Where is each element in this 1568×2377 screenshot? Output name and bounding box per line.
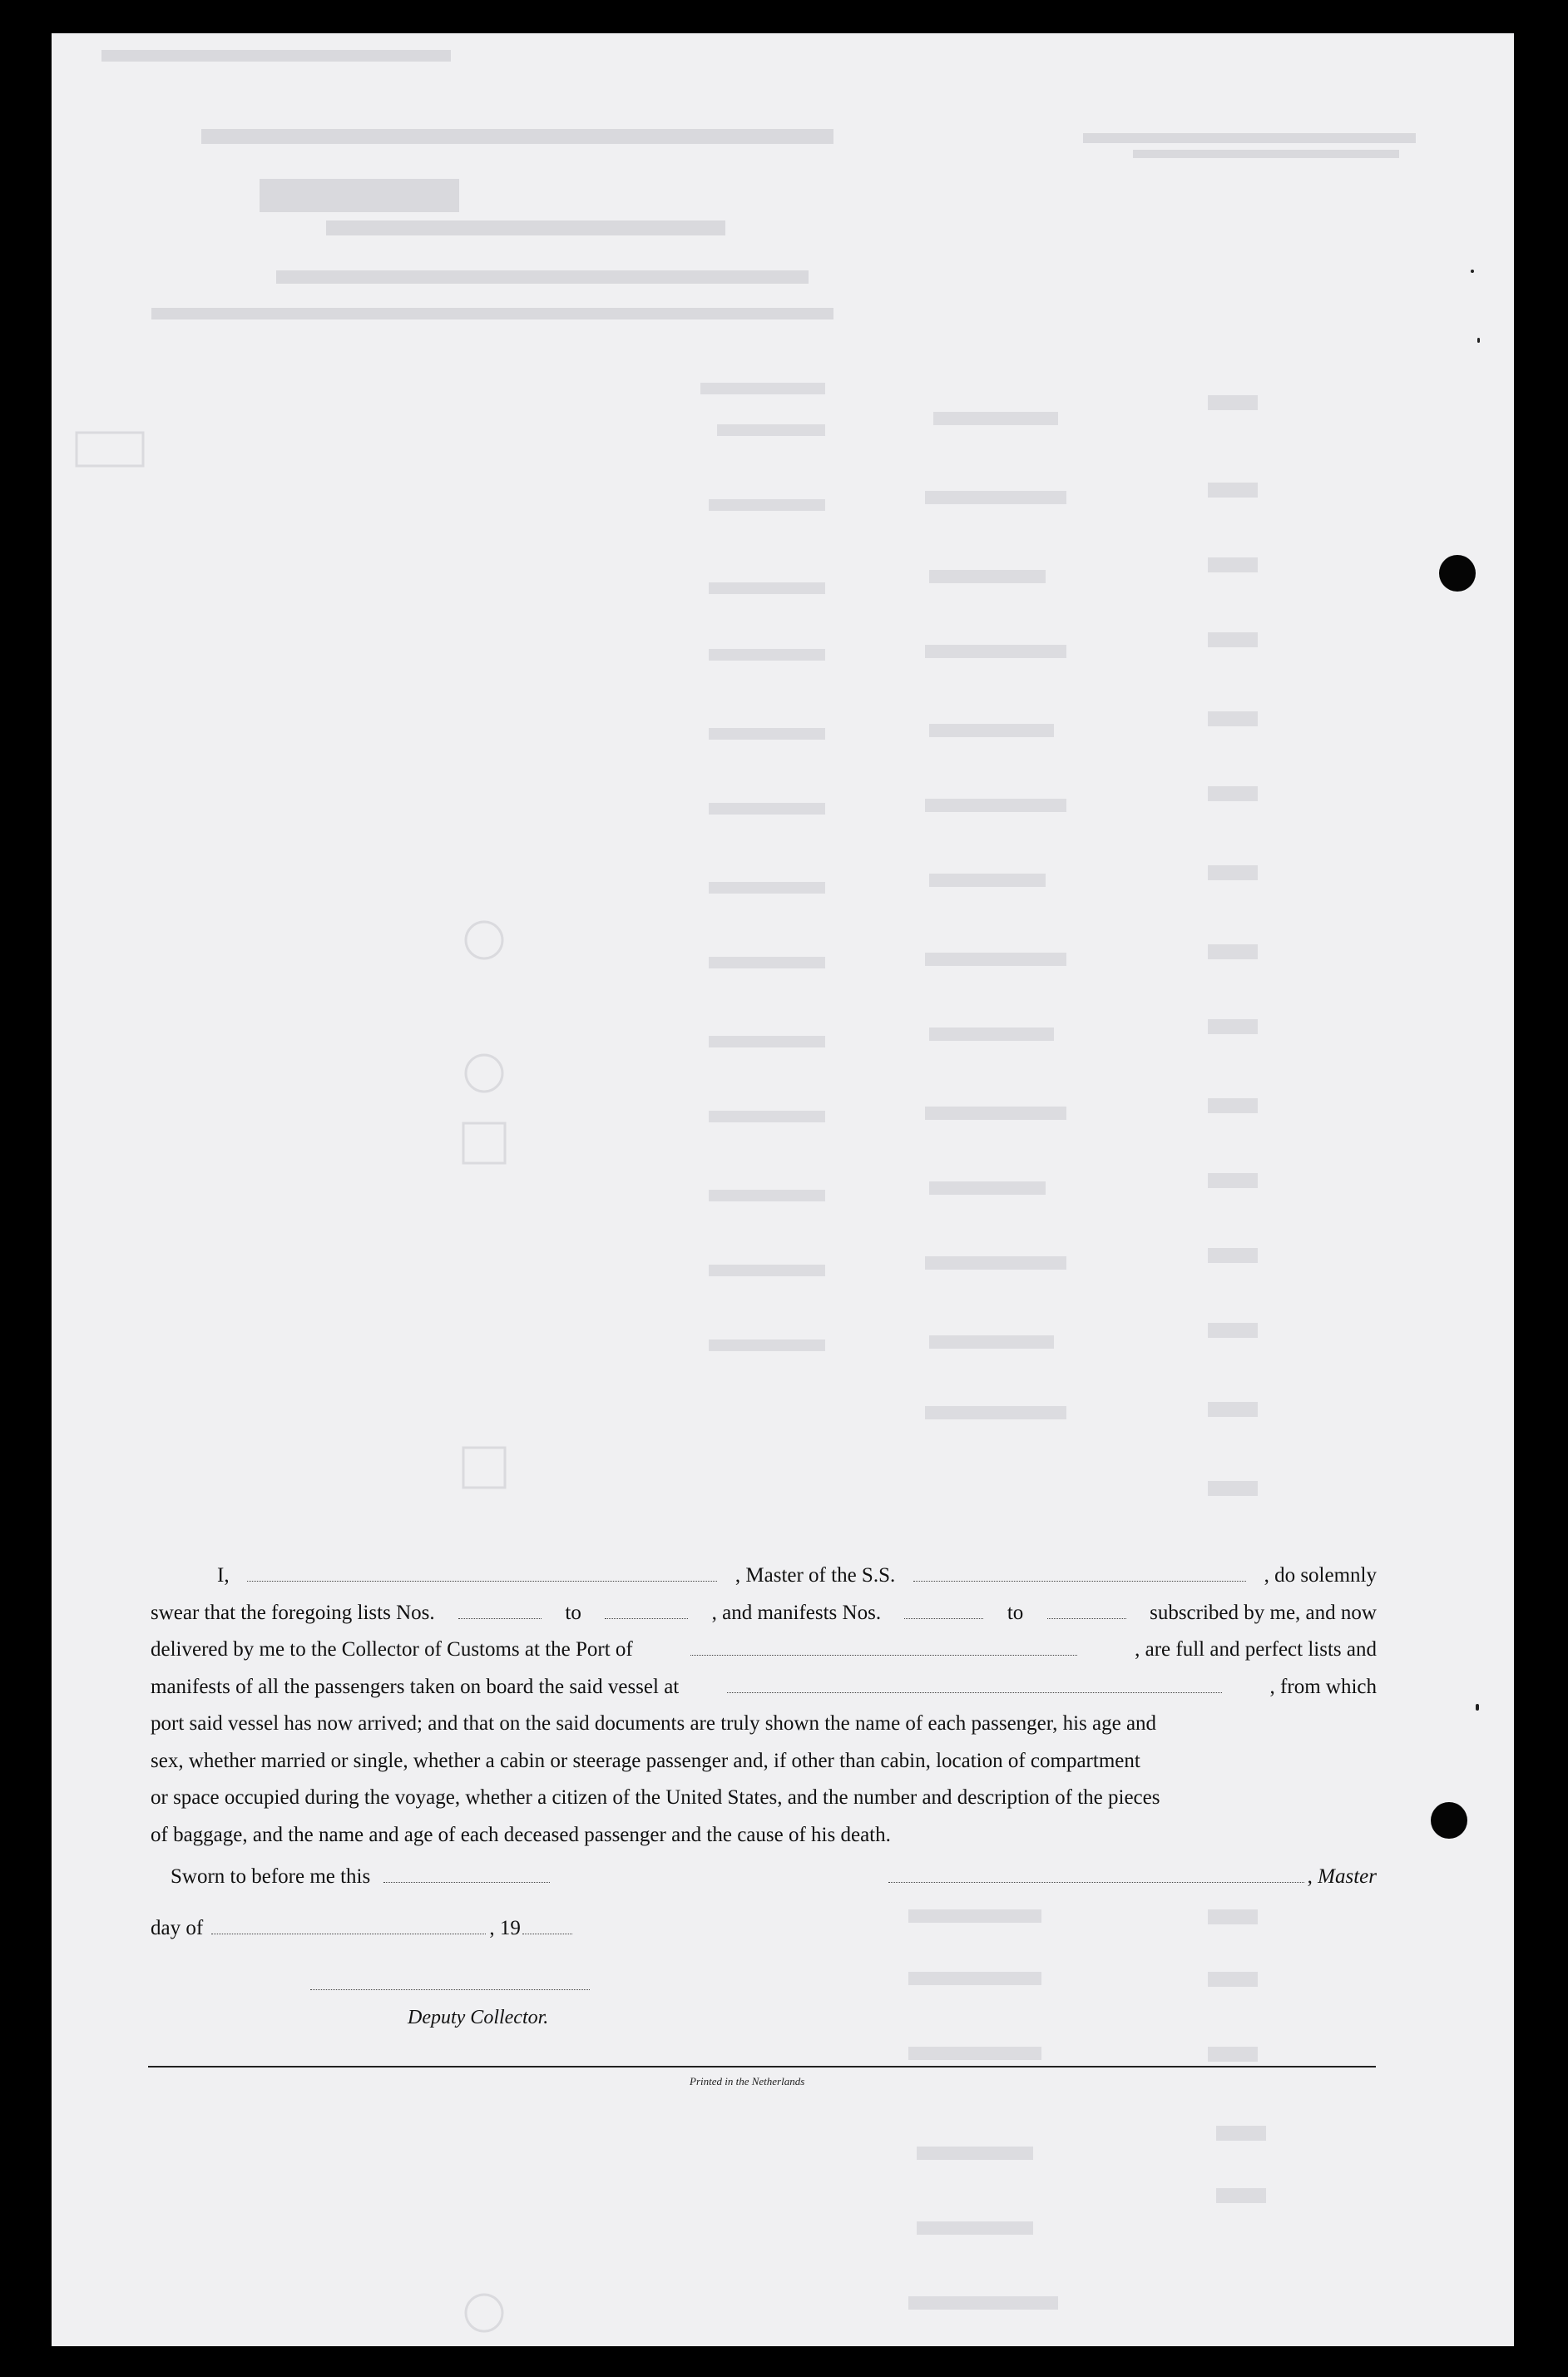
oath-line-5: [151, 1706, 1377, 1743]
day-line: [151, 1917, 576, 1940]
manifest-to-field[interactable]: [1047, 1617, 1126, 1619]
oath-line-6: [151, 1743, 1377, 1780]
oath-text: or space occupied during the voyage, whether a citizen of the United States, and the number and description of the pieces: [151, 1786, 1160, 1809]
master-label: Master: [1318, 1865, 1377, 1888]
oath-text: port said vessel has now arrived; and that on the said documents are truly shown the name of each passenger, his age and: [151, 1712, 1157, 1735]
speck: [1477, 338, 1480, 343]
year-label: , 19: [489, 1917, 521, 1939]
oath-text: , are full and perfect lists and: [1135, 1638, 1377, 1661]
oath-text: to: [1007, 1601, 1024, 1624]
list-to-field[interactable]: [605, 1617, 688, 1619]
sworn-left: [171, 1865, 553, 1889]
master-name-field[interactable]: [247, 1580, 717, 1582]
oath-text: subscribed by me, and now: [1150, 1601, 1377, 1624]
oath-text: , Master of the S.S.: [735, 1564, 896, 1587]
oath-line-7: [151, 1780, 1377, 1817]
oath-text: swear that the foregoing lists Nos.: [151, 1601, 435, 1624]
speck: [1471, 270, 1474, 273]
list-from-field[interactable]: [458, 1617, 542, 1619]
vessel-name-field[interactable]: [913, 1580, 1246, 1582]
punch-hole: [1431, 1802, 1467, 1839]
oath-text: of baggage, and the name and age of each deceased passenger and the cause of his death.: [151, 1823, 891, 1846]
oath-text: , and manifests Nos.: [711, 1601, 882, 1624]
sworn-line: [151, 1865, 1377, 1899]
year-field[interactable]: [522, 1933, 572, 1934]
oath-line-1: [151, 1557, 1377, 1595]
printed-in-label: Printed in the Netherlands: [690, 2075, 805, 2087]
oath-text: sex, whether married or single, whether a cabin or steerage passenger and, if other than cabin, location of compartment: [151, 1749, 1140, 1772]
oath-paragraph: [151, 1557, 1377, 1854]
punch-hole: [1439, 555, 1476, 592]
sworn-date-field[interactable]: [383, 1881, 550, 1883]
oath-text: , do solemnly: [1264, 1564, 1377, 1587]
port-of-arrival-field[interactable]: [690, 1654, 1077, 1656]
oath-text: delivered by me to the Collector of Customs at the Port of: [151, 1638, 633, 1661]
footer-rule: [148, 2066, 1376, 2067]
sworn-right: [885, 1865, 1377, 1889]
oath-text: to: [565, 1601, 581, 1624]
oath-text: I,: [217, 1564, 230, 1587]
manifest-from-field[interactable]: [904, 1617, 983, 1619]
bleed-through-background: [52, 33, 1514, 2346]
oath-line-8: [151, 1817, 1377, 1855]
oath-line-3: [151, 1632, 1377, 1669]
master-signature-field[interactable]: [888, 1881, 1304, 1883]
day-label: day of: [151, 1917, 204, 1939]
sworn-label: Sworn to before me this: [171, 1865, 371, 1888]
deputy-signature-field[interactable]: [310, 1989, 590, 1990]
oath-line-4: [151, 1669, 1377, 1706]
port-of-departure-field[interactable]: [727, 1691, 1222, 1693]
oath-line-2: [151, 1595, 1377, 1632]
master-suffix: ,: [1307, 1865, 1318, 1888]
speck: [1476, 1704, 1479, 1711]
deputy-collector-label: Deputy Collector.: [408, 2007, 549, 2028]
document-page: [52, 33, 1514, 2346]
oath-text: , from which: [1269, 1675, 1377, 1698]
day-month-field[interactable]: [211, 1933, 486, 1934]
oath-text: manifests of all the passengers taken on board the said vessel at: [151, 1675, 680, 1698]
